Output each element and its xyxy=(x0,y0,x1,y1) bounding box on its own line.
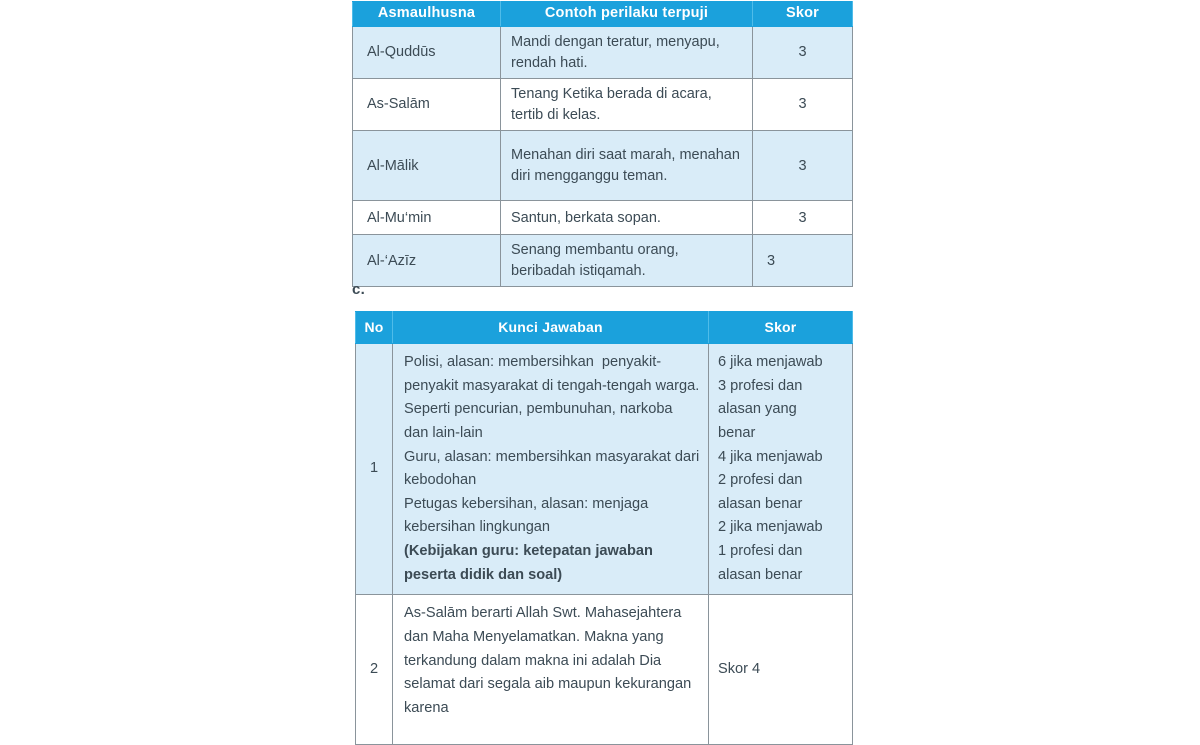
table-header-row xyxy=(356,312,853,344)
table-row xyxy=(353,235,853,287)
cell-score: 3 xyxy=(753,131,853,201)
cell-score: 3 xyxy=(753,27,853,79)
score-line: 1 profesi dan xyxy=(718,543,803,560)
table-header-row xyxy=(353,2,853,27)
score-line: 2 profesi dan xyxy=(718,472,803,489)
answer-line: Guru, alasan: membersihkan masyarakat dari kebodohan xyxy=(404,448,704,489)
cell-behavior: Santun, berkata sopan. xyxy=(501,201,753,235)
cell-score-description xyxy=(709,595,853,745)
table-row xyxy=(353,201,853,235)
asmaulhusna-table-header xyxy=(353,2,853,27)
cell-asmaulhusna-name: Al-Mālik xyxy=(353,131,501,201)
cell-asmaulhusna-name: Al-‘Azīz xyxy=(353,235,501,287)
cell-score: 3 xyxy=(753,201,853,235)
column-header-skor: Skor xyxy=(709,312,853,344)
section-letter-label: c. xyxy=(352,281,366,298)
score-line: 3 profesi dan xyxy=(718,377,803,394)
cell-behavior: Senang membantu orang, beribadah istiqamah. xyxy=(501,235,753,287)
kunci-jawaban-table-header xyxy=(356,312,853,344)
kunci-jawaban-table-body xyxy=(356,344,853,745)
score-line: 2 jika menjawab xyxy=(718,519,823,536)
cell-asmaulhusna-name: As-Salām xyxy=(353,79,501,131)
answer-line: Petugas kebersihan, alasan: menjaga kebersihan lingkungan xyxy=(404,495,653,536)
cell-score: 3 xyxy=(753,79,853,131)
score-line: benar xyxy=(718,424,756,441)
table-row xyxy=(353,79,853,131)
cell-asmaulhusna-name: Al-Quddūs xyxy=(353,27,501,79)
column-header-contoh-perilaku: Contoh perilaku terpuji xyxy=(501,2,753,27)
score-line: 6 jika menjawab xyxy=(718,354,823,370)
cell-score-description xyxy=(709,344,853,595)
table-row xyxy=(356,595,853,745)
score-line: alasan benar xyxy=(718,566,803,583)
cell-asmaulhusna-name: Al-Mu‘min xyxy=(353,201,501,235)
answer-line: As-Salām berarti Allah Swt. Mahasejahtera dan Maha Menyelamatkan. Makna yang terkandung dalam makna ini adalah Dia selamat dari segala aib maupun kekurangan karena xyxy=(404,605,696,716)
cell-answer-key xyxy=(393,344,709,595)
column-header-kunci-jawaban: Kunci Jawaban xyxy=(393,312,709,344)
cell-row-number: 1 xyxy=(356,344,393,595)
table-row xyxy=(356,344,853,595)
cell-score: 3 xyxy=(753,235,853,287)
answer-line: Polisi, alasan: membersihkan penyakit-penyakit masyarakat di tengah-tengah warga. Seperti pencurian, pembunuhan, narkoba dan lain-lain xyxy=(404,354,704,441)
answer-note-bold: (Kebijakan guru: ketepatan jawaban peserta didik dan soal) xyxy=(404,543,658,583)
column-header-skor: Skor xyxy=(753,2,853,27)
column-header-asmaulhusna: Asmaulhusna xyxy=(353,2,501,27)
table-row xyxy=(353,131,853,201)
asmaulhusna-table-body xyxy=(353,27,853,287)
score-line: Skor 4 xyxy=(718,661,761,678)
cell-row-number: 2 xyxy=(356,595,393,745)
column-header-no: No xyxy=(356,312,393,344)
table-row xyxy=(353,27,853,79)
score-line: alasan yang xyxy=(718,401,797,418)
score-line: 4 jika menjawab xyxy=(718,448,823,465)
cell-behavior: Tenang Ketika berada di acara, tertib di kelas. xyxy=(501,79,753,131)
kunci-jawaban-table xyxy=(355,311,853,745)
asmaulhusna-rubric-table xyxy=(352,1,853,287)
cell-behavior: Menahan diri saat marah, menahan diri mengganggu teman. xyxy=(501,131,753,201)
score-line: alasan benar xyxy=(718,495,803,512)
cell-behavior: Mandi dengan teratur, menyapu, rendah hati. xyxy=(501,27,753,79)
cell-answer-key xyxy=(393,595,709,745)
